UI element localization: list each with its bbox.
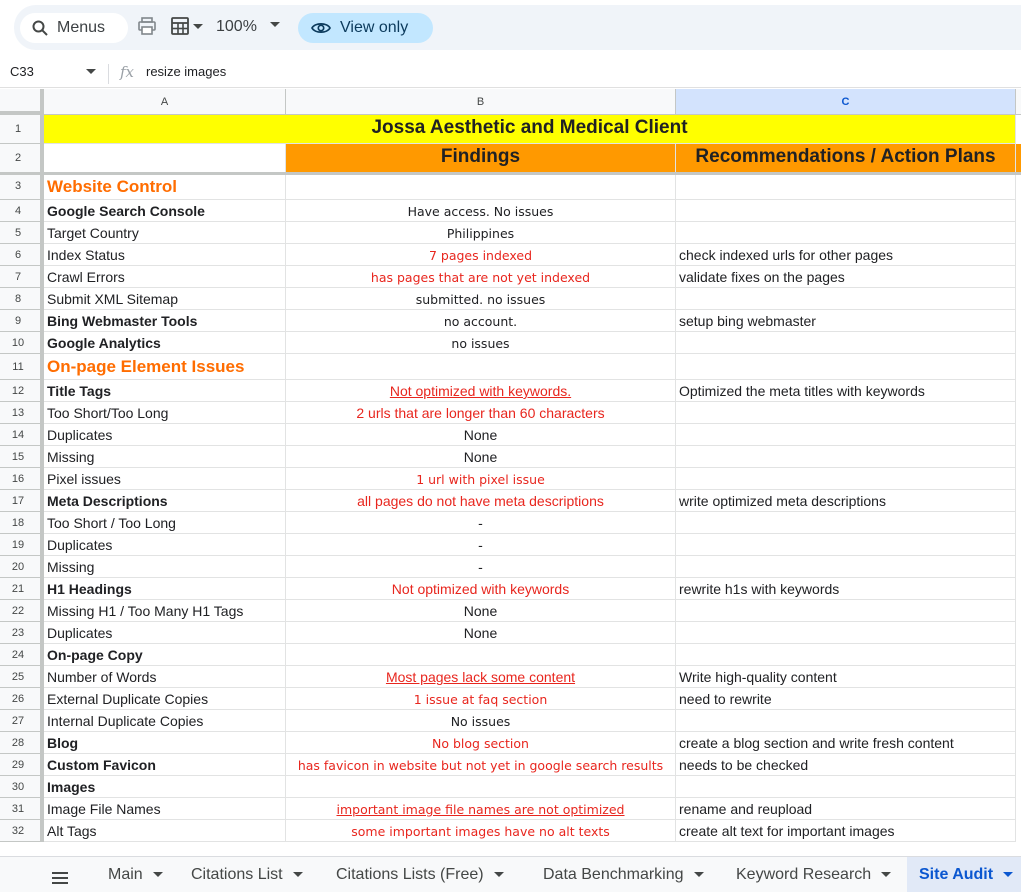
cell-b25[interactable]: Most pages lack some content [286,666,676,688]
row-header[interactable]: 28 [0,732,44,754]
row-header[interactable]: 6 [0,244,44,266]
cell-a27[interactable]: Internal Duplicate Copies [44,710,286,732]
cell-c31[interactable]: rename and reupload [676,798,1016,820]
view-only-button[interactable] [298,13,433,43]
row-header[interactable]: 15 [0,446,44,468]
sheet-title-cell[interactable]: Jossa Aesthetic and Medical Client [44,115,1016,144]
cell-b16[interactable]: 1 url with pixel issue [286,468,676,490]
sheet-tab-label: Site Audit [919,866,994,883]
cell-b22[interactable]: None [286,600,676,622]
cell-a24[interactable]: On-page Copy [44,644,286,666]
cell-c10[interactable] [676,332,1016,354]
cell-c18[interactable] [676,512,1016,534]
chevron-down-icon[interactable] [881,872,891,878]
chevron-down-icon[interactable] [293,872,303,878]
cell-c15[interactable] [676,446,1016,468]
cell-a13[interactable]: Too Short/Too Long [44,402,286,424]
cell-c5[interactable] [676,222,1016,244]
cell-c27[interactable] [676,710,1016,732]
sheet-tab-citations-list[interactable] [191,857,303,892]
sheet-tab-label: Keyword Research [736,866,872,883]
cell-b15[interactable]: None [286,446,676,468]
sheet-tab-label: Data Benchmarking [543,866,684,883]
row-header[interactable]: 23 [0,622,44,644]
column-header-d[interactable] [1016,89,1021,115]
cell-b17[interactable]: all pages do not have meta descriptions [286,490,676,512]
cell-c12[interactable]: Optimized the meta titles with keywords [676,380,1016,402]
row-header[interactable]: 32 [0,820,44,842]
cell-c16[interactable] [676,468,1016,490]
cell-a26[interactable]: External Duplicate Copies [44,688,286,710]
cell-b10[interactable]: no issues [286,332,676,354]
header-overflow-cell [1016,144,1021,173]
cell-b27[interactable]: No issues [286,710,676,732]
chevron-down-icon[interactable] [153,872,163,878]
cell-a8[interactable]: Submit XML Sitemap [44,288,286,310]
cell-b26[interactable]: 1 issue at faq section [286,688,676,710]
print-icon[interactable] [137,16,157,36]
row-header[interactable]: 14 [0,424,44,446]
zoom-chevron-down-icon[interactable] [270,22,280,28]
column-header-c[interactable]: C [676,89,1016,115]
cell-b9[interactable]: no account. [286,310,676,332]
cell-a25[interactable]: Number of Words [44,666,286,688]
row-header[interactable]: 18 [0,512,44,534]
row-header[interactable]: 1 [0,115,44,144]
cell-b31[interactable]: important image file names are not optimized [286,798,676,820]
fx-icon: fx [120,63,135,81]
cell-a32[interactable]: Alt Tags [44,820,286,842]
cell-c19[interactable] [676,534,1016,556]
formula-input[interactable]: resize images [146,64,227,79]
row-header[interactable]: 3 [0,173,44,200]
menus-label: Menus [57,19,106,36]
cell-c28[interactable]: create a blog section and write fresh content [676,732,1016,754]
cell-c23[interactable] [676,622,1016,644]
cell-b11[interactable] [286,354,676,380]
row-header[interactable]: 10 [0,332,44,354]
cell-b20[interactable]: - [286,556,676,578]
cell-b29[interactable]: has favicon in website but not yet in google search results [286,754,676,776]
row-header[interactable]: 13 [0,402,44,424]
name-box[interactable]: C33 [10,64,34,79]
cell-a30[interactable]: Images [44,776,286,798]
cell-b23[interactable]: None [286,622,676,644]
row-header[interactable]: 16 [0,468,44,490]
cell-c9[interactable]: setup bing webmaster [676,310,1016,332]
cell-b18[interactable]: - [286,512,676,534]
cell-c17[interactable]: write optimized meta descriptions [676,490,1016,512]
all-sheets-menu-icon[interactable] [52,872,68,884]
cell-a28[interactable]: Blog [44,732,286,754]
cell-c21[interactable]: rewrite h1s with keywords [676,578,1016,600]
row-header[interactable]: 11 [0,354,44,380]
toolbar [0,0,1021,58]
chevron-down-icon[interactable] [694,872,704,878]
cell-a11[interactable]: On-page Element Issues [44,354,286,380]
cell-c3[interactable] [676,173,1016,200]
cell-a4[interactable]: Google Search Console [44,200,286,222]
cell-a16[interactable]: Pixel issues [44,468,286,490]
cell-c22[interactable] [676,600,1016,622]
frozen-rows-divider[interactable] [0,172,1021,175]
cell-b12[interactable]: Not optimized with keywords. [286,380,676,402]
row-header[interactable]: 25 [0,666,44,688]
chevron-down-icon[interactable] [494,872,504,878]
cell-a19[interactable]: Duplicates [44,534,286,556]
cell-b4[interactable]: Have access. No issues [286,200,676,222]
row-header[interactable]: 8 [0,288,44,310]
cell-b14[interactable]: None [286,424,676,446]
sheet-tab-site-audit[interactable] [907,857,1021,892]
cell-a23[interactable]: Duplicates [44,622,286,644]
chevron-down-icon[interactable] [1003,872,1013,878]
cell-c30[interactable] [676,776,1016,798]
row-header[interactable]: 5 [0,222,44,244]
cell-c13[interactable] [676,402,1016,424]
cell-c8[interactable] [676,288,1016,310]
cell-b21[interactable]: Not optimized with keywords [286,578,676,600]
cell-a10[interactable]: Google Analytics [44,332,286,354]
formula-bar [0,58,1021,88]
row-header[interactable]: 29 [0,754,44,776]
cell-b7[interactable]: has pages that are not yet indexed [286,266,676,288]
cell-a12[interactable]: Title Tags [44,380,286,402]
sheet-tab-keyword-research[interactable] [736,857,891,892]
cell-a3[interactable]: Website Control [44,173,286,200]
cell-a5[interactable]: Target Country [44,222,286,244]
cell-a6[interactable]: Index Status [44,244,286,266]
row-header[interactable]: 21 [0,578,44,600]
cell-c7[interactable]: validate fixes on the pages [676,266,1016,288]
cell-c26[interactable]: need to rewrite [676,688,1016,710]
cell-b28[interactable]: No blog section [286,732,676,754]
column-header-b[interactable]: B [286,89,676,115]
spreadsheet-grid[interactable] [0,89,1021,856]
row-header[interactable]: 7 [0,266,44,288]
format-icon[interactable] [170,16,190,36]
column-header-a[interactable]: A [44,89,286,115]
sheet-tab-label: Main [108,866,143,883]
cell-a17[interactable]: Meta Descriptions [44,490,286,512]
row-header[interactable]: 27 [0,710,44,732]
row-header[interactable]: 24 [0,644,44,666]
sheet-tab-label: Citations List [191,866,283,883]
row-header[interactable]: 20 [0,556,44,578]
cell-c32[interactable]: create alt text for important images [676,820,1016,842]
zoom-level[interactable]: 100% [216,18,257,35]
cell-c24[interactable] [676,644,1016,666]
cell-b19[interactable]: - [286,534,676,556]
cell-b24[interactable] [286,644,676,666]
cell-a2[interactable] [44,144,286,173]
row-header[interactable]: 30 [0,776,44,798]
cell-b6[interactable]: 7 pages indexed [286,244,676,266]
cell-a29[interactable]: Custom Favicon [44,754,286,776]
sheet-tab-bar [0,856,1021,892]
sheet-tab-label: Citations Lists (Free) [336,866,484,883]
cell-a7[interactable]: Crawl Errors [44,266,286,288]
sheet-tab-main[interactable] [108,857,163,892]
search-icon [32,20,48,36]
cell-b32[interactable]: some important images have no alt texts [286,820,676,842]
cell-c25[interactable]: Write high-quality content [676,666,1016,688]
eye-icon [311,21,331,35]
cell-a20[interactable]: Missing [44,556,286,578]
select-all-corner[interactable] [0,89,44,115]
cell-c4[interactable] [676,200,1016,222]
sheet-tab-citations-lists-free[interactable] [336,857,504,892]
row-header[interactable]: 2 [0,144,44,173]
row-header[interactable]: 22 [0,600,44,622]
menus-search-button[interactable] [20,13,128,43]
cell-a9[interactable]: Bing Webmaster Tools [44,310,286,332]
sheet-tab-data-benchmarking[interactable] [543,857,704,892]
cell-b5[interactable]: Philippines [286,222,676,244]
formula-separator [108,64,109,84]
row-header[interactable]: 12 [0,380,44,402]
row-header[interactable]: 19 [0,534,44,556]
cell-a22[interactable]: Missing H1 / Too Many H1 Tags [44,600,286,622]
recommendations-header[interactable]: Recommendations / Action Plans [676,144,1016,173]
row-header[interactable]: 17 [0,490,44,512]
cell-b30[interactable] [286,776,676,798]
cell-c6[interactable]: check indexed urls for other pages [676,244,1016,266]
cell-a21[interactable]: H1 Headings [44,578,286,600]
name-box-chevron-down-icon[interactable] [86,69,96,75]
cell-b3[interactable] [286,173,676,200]
cell-a18[interactable]: Too Short / Too Long [44,512,286,534]
cell-c14[interactable] [676,424,1016,446]
cell-b13[interactable]: 2 urls that are longer than 60 characters [286,402,676,424]
cell-b8[interactable]: submitted. no issues [286,288,676,310]
row-header[interactable]: 26 [0,688,44,710]
toolbar-background [14,5,1021,50]
findings-header[interactable]: Findings [286,144,676,173]
view-only-label: View only [340,19,409,36]
row-header[interactable]: 31 [0,798,44,820]
row-header[interactable]: 9 [0,310,44,332]
cell-a14[interactable]: Duplicates [44,424,286,446]
cell-c11[interactable] [676,354,1016,380]
cell-a31[interactable]: Image File Names [44,798,286,820]
cell-a15[interactable]: Missing [44,446,286,468]
cell-c20[interactable] [676,556,1016,578]
cell-c29[interactable]: needs to be checked [676,754,1016,776]
chevron-down-icon[interactable] [193,24,203,30]
row-header[interactable]: 4 [0,200,44,222]
